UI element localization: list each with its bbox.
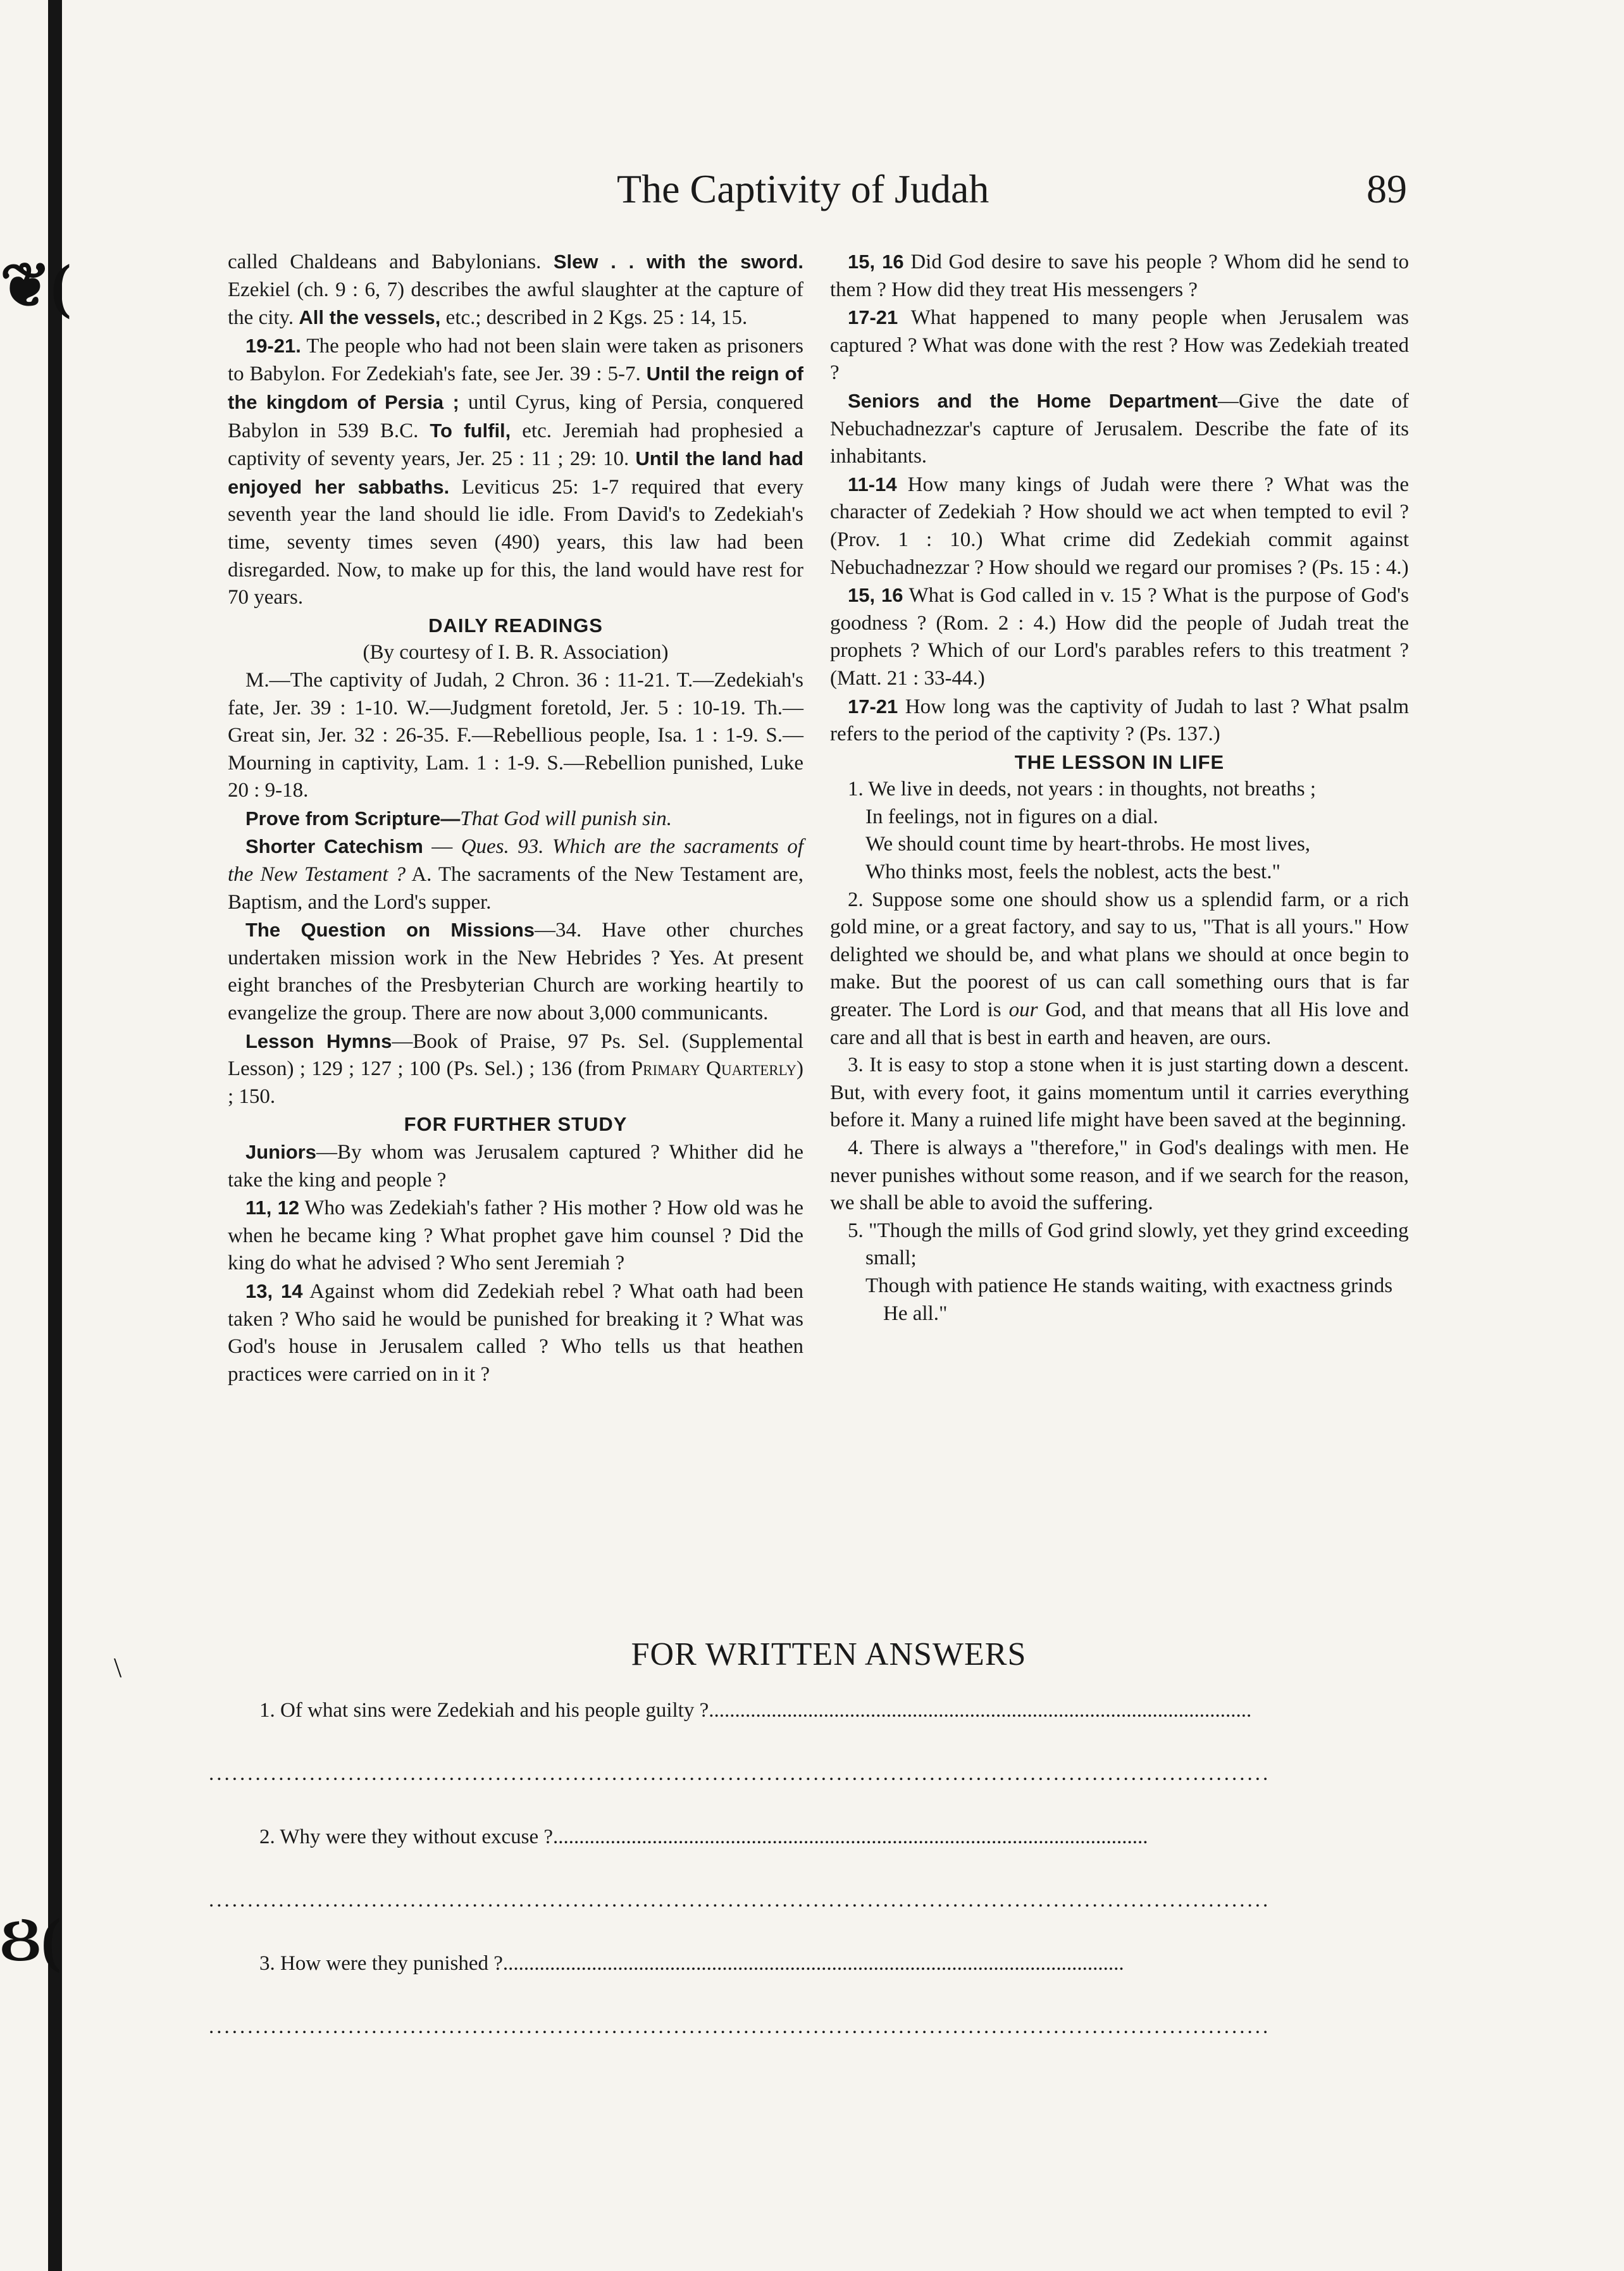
lesson-in-life-heading: THE LESSON IN LIFE: [1014, 750, 1225, 773]
written-question-1: 1. Of what sins were Zedekiah and his people guilty ?........................................................................................................: [259, 1699, 1252, 1722]
lesson-poem-1: 1. We live in deeds, not years : in thoughts, not breaths ; In feelings, not in figures on a dial. We should count time by heart-throbs. He most lives, Who thinks most, feels the noblest, acts the best.": [848, 778, 1317, 884]
lesson-point-4: 4. There is always a "therefore," in God's dealings with men. He never punishes without some reason, and if we search for the reason, we shall be able to avoid the suffering.: [830, 1136, 1409, 1215]
written-answers-title: FOR WRITTEN ANSWERS: [631, 1636, 1027, 1672]
prove-from-scripture: Prove from Scripture—That God will punish sin.: [245, 807, 673, 830]
page-header: [0, 166, 1624, 223]
written-answers-section: [209, 1636, 1411, 2038]
answer-line[interactable]: .........................................................................................................................................: [209, 2015, 1271, 2038]
lesson-hymns: Lesson Hymns—Book of Praise, 97 Ps. Sel. (Supplemental Lesson) ; 129 ; 127 ; 100 (Ps. Sel.) ; 136 (from Primary Quarterly) ; 150.: [228, 1030, 804, 1108]
lesson-point-2: 2. Suppose some one should show us a splendid farm, or a rich gold mine, or a great factory, and say to us, "That is all yours." How delighted we should be, and what plans we should at once begin to make. But the poorest of us can call something ours that is far greater. The Lord is our God, and that means that all His love and care and all that is best in earth and heaven, are ours.: [830, 888, 1409, 1049]
answer-line[interactable]: .........................................................................................................................................: [209, 1889, 1271, 1912]
written-question-2: 2. Why were they without excuse ?..................................................................................................................: [259, 1826, 1148, 1848]
answer-line[interactable]: .........................................................................................................................................: [209, 1762, 1271, 1785]
daily-readings-text: M.—The captivity of Judah, 2 Chron. 36 : 11-21. T.—Zedekiah's fate, Jer. 39 : 1-10. W.—Judgment foretold, Jer. 5 : 10-19. Th.—Great sin, Jer. 32 : 26-35. F.—Rebellious people, Isa. 1 : 1-9. S.—Mourning in captivity, Lam. 1 : 1-9. S.—Rebellion punished, Luke 20 : 9-18.: [228, 668, 803, 802]
study-question: 15, 16 What is God called in v. 15 ? What is the purpose of God's goodness ? (Rom. 2 : 4.) How did the people of Judah treat the prophets ? Which of our Lord's parables refers to this treatment ? (Matt. 21 : 33-44.): [830, 584, 1409, 690]
written-question-3: 3. How were they punished ?.......................................................................................................................: [259, 1952, 1124, 1975]
study-question: 17-21 How long was the captivity of Judah to last ? What psalm refers to the period of the captivity ? (Ps. 137.): [830, 695, 1409, 746]
page-title: The Captivity of Judah: [617, 166, 989, 211]
margin-mark-top: ❦(: [0, 252, 71, 320]
seniors-section: Seniors and the Home Department—Give the date of Nebuchadnezzar's capture of Jerusalem. Describe the fate of its inhabitants.: [830, 389, 1409, 468]
study-question: 17-21 What happened to many people when Jerusalem was captured ? What was done with the rest ? How was Zedekiah treated ?: [830, 306, 1409, 385]
study-question: 11, 12 Who was Zedekiah's father ? His mother ? How old was he when he became king ? What prophet gave him counsel ? Did the king do what he advised ? Who sent Jeremiah ?: [228, 1197, 803, 1275]
study-question: 15, 16 Did God desire to save his people ? Whom did he send to them ? How did they treat His messengers ?: [830, 251, 1409, 301]
question-on-missions: The Question on Missions—34. Have other churches undertaken mission work in the New Hebrides ? Yes. At present eight branches of the Presbyterian Church are working heartily to evangelize the group. There are now about 3,000 communicants.: [228, 919, 803, 1025]
lesson-poem-5: 5. "Though the mills of God grind slowly, yet they grind exceeding small; Though with patience He stands waiting, with exactness grinds He all.": [848, 1219, 1409, 1325]
left-column: [228, 248, 803, 1388]
margin-mark-backslash: \: [114, 1652, 122, 1683]
lesson-point-3: 3. It is easy to stop a stone when it is just starting down a descent. But, with every foot, it gains momentum until it carries everything before it. Many a ruined life might have been saved at the beginning.: [830, 1054, 1409, 1132]
page-number: 89: [1367, 166, 1407, 211]
daily-readings-heading: DAILY READINGS: [428, 614, 603, 637]
shorter-catechism: Shorter Catechism — Ques. 93. Which are the sacraments of the New Testament ? A. The sacraments of the New Testament are, Baptism, and the Lord's supper.: [228, 835, 804, 914]
commentary-paragraph: called Chaldeans and Babylonians. Slew . . with the sword. Ezekiel (ch. 9 : 6, 7) describes the awful slaughter at the capture of the city. All the vessels, etc.; described in 2 Kgs. 25 : 14, 15.: [228, 251, 803, 330]
margin-mark-middle: Ȣ(: [0, 1906, 61, 1974]
further-study-heading: FOR FURTHER STUDY: [404, 1113, 628, 1136]
right-column: [830, 248, 1409, 1328]
juniors-section: Juniors—By whom was Jerusalem captured ? Whither did he take the king and people ?: [228, 1141, 803, 1191]
daily-readings-credit: (By courtesy of I. B. R. Association): [363, 641, 669, 664]
study-question: 13, 14 Against whom did Zedekiah rebel ? What oath had been taken ? Who said he would be punished for breaking it ? What was God's house in Jerusalem called ? Who tells us that heathen practices were carried on in it ?: [228, 1279, 803, 1386]
study-question: 11-14 How many kings of Judah were there ? What was the character of Zedekiah ? How should we act when tempted to evil ? (Prov. 1 : 10.) What crime did Zedekiah commit against Nebuchadnezzar ? How should we regard our promises ? (Ps. 15 : 4.): [830, 473, 1409, 579]
commentary-paragraph: 19-21. The people who had not been slain were taken as prisoners to Babylon. For Zedekiah's fate, see Jer. 39 : 5-7. Until the reign of the kingdom of Persia ; until Cyrus, king of Persia, conquered Babylon in 539 B.C. To fulfil, etc. Jeremiah had prophesied a captivity of seventy years, Jer. 25 : 11 ; 29: 10. Until the land had enjoyed her sabbaths. Leviticus 25: 1-7 required that every seventh year the land should lie idle. From David's to Zedekiah's time, seventy times seven (490) years, this law had been disregarded. Now, to make up for this, the land would have rest for 70 years.: [228, 334, 804, 609]
